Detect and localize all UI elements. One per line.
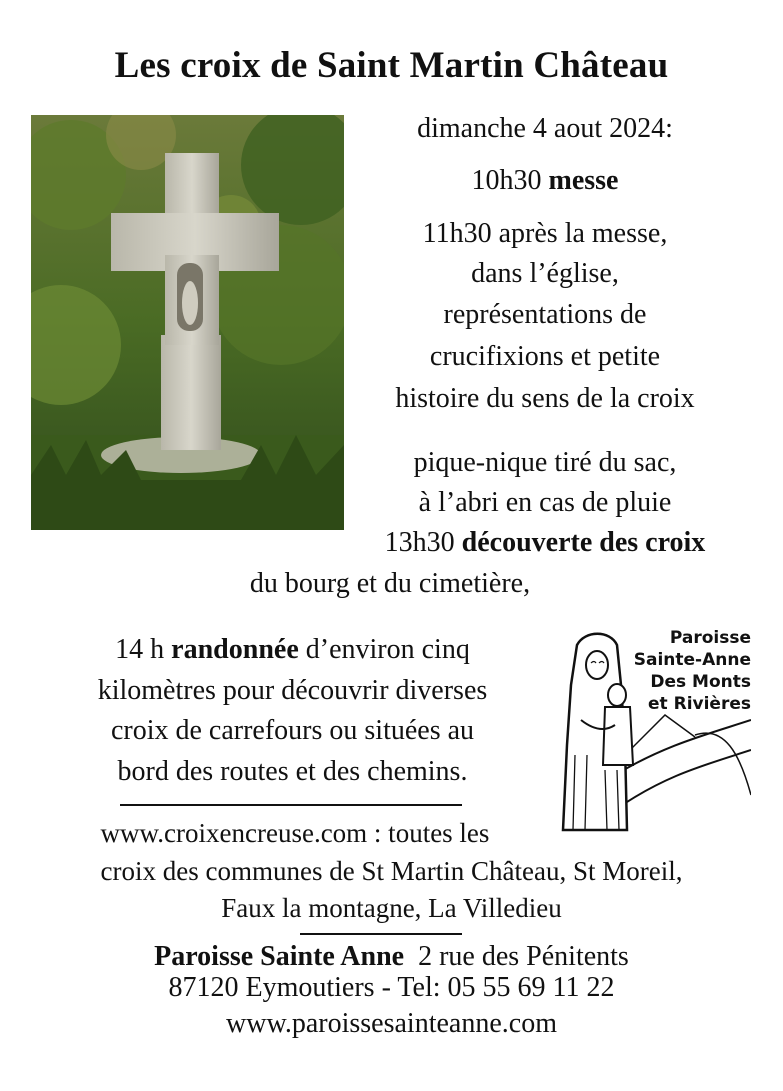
event-date: dimanche 4 aout 2024: [417,113,673,144]
parish-address: 2 rue des Pénitents [418,941,629,972]
hike-line-2: kilomètres pour découvrir diverses [97,675,488,706]
hike-rest: d’environ cinq [305,634,470,665]
hike-label: randonnée [171,634,299,665]
website-info-line-3: Faux la montagne, La Villedieu [221,893,562,923]
website-info-line-1: www.croixencreuse.com : toutes les [100,818,490,848]
hike-line-3: croix de carrefours ou situées au [110,715,475,746]
mass-time: 10h30 [471,165,542,196]
discovery-label: découverte des croix [461,527,706,558]
parish-city-phone: 87120 Eymoutiers - Tel: 05 55 69 11 22 [168,972,615,1003]
discovery-time: 13h30 [384,527,455,558]
parish-website: www.paroissesainteanne.com [226,1008,557,1039]
picnic-line-1: pique-nique tiré du sac, [413,447,677,478]
discovery-line [345,527,745,559]
parish-contact-line [0,941,783,973]
mass-line [345,165,745,197]
divider-lower [300,933,462,935]
talk-line-1: 11h30 après la messe, [422,218,668,249]
talk-line-5: histoire du sens de la croix [395,383,695,414]
logo-line-4: et Rivières [648,694,751,714]
parish-name: Paroisse Sainte Anne [154,941,405,972]
divider-upper [120,804,462,806]
logo-line-1: Paroisse [669,628,751,648]
stone-cross-photo [31,115,344,530]
stone-cross-icon [31,115,344,530]
hike-line-4: bord des routes et des chemins. [117,756,468,787]
page-title: Les croix de Saint Martin Château [114,45,669,86]
mass-label: messe [548,165,619,196]
talk-line-4: crucifixions et petite [429,341,661,372]
discovery-rest: du bourg et du cimetière, [249,568,531,599]
parish-logo [555,625,751,835]
logo-line-2: Sainte-Anne [633,650,751,670]
talk-line-2: dans l’église, [471,258,619,289]
hike-time: 14 h [115,634,165,665]
hike-line-1 [20,634,565,666]
website-info-line-2: croix des communes de St Martin Château, St Moreil, [100,856,683,886]
logo-line-3: Des Monts [650,672,751,692]
talk-line-3: représentations de [443,299,647,330]
picnic-line-2: à l’abri en cas de pluie [418,487,672,518]
